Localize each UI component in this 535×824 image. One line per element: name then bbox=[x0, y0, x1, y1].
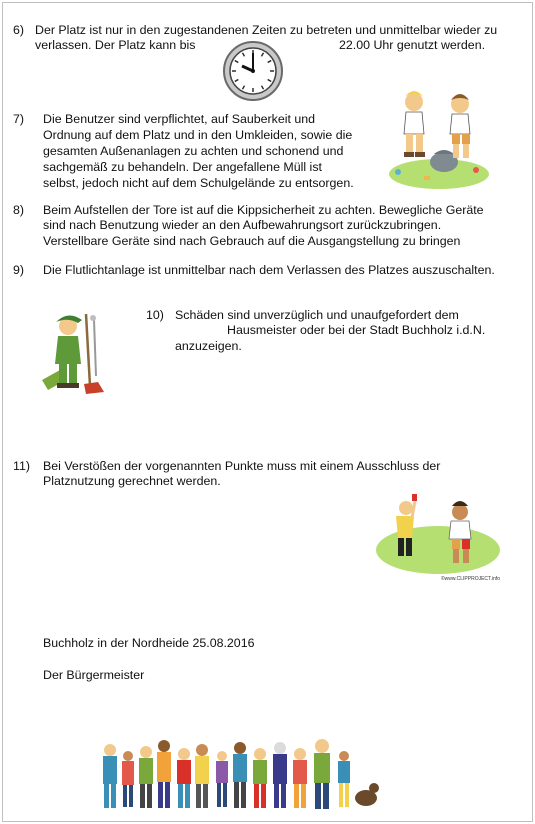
item-7-line-4: sachgemäß zu behandeln. Der angefallene Müll ist bbox=[43, 160, 322, 174]
wall-clock-icon bbox=[222, 40, 284, 102]
item-9-number: 9) bbox=[13, 263, 25, 277]
item-11-number: 11) bbox=[13, 459, 30, 473]
place-and-date: Buchholz in der Nordheide 25.08.2016 bbox=[43, 636, 255, 650]
item-6-number: 6) bbox=[13, 23, 25, 37]
crowd-of-people-illustration bbox=[98, 736, 380, 816]
item-11-line-2: Platznutzung gerechnet werden. bbox=[43, 474, 221, 488]
image-credit: ©www.CLIPPROJECT.info bbox=[441, 576, 500, 582]
item-10-line-2: Hausmeister oder bei der Stadt Buchholz i.d.N. bbox=[227, 323, 486, 337]
item-8-line-1: Beim Aufstellen der Tore ist auf die Kippsicherheit zu achten. Bewegliche Geräte bbox=[43, 203, 484, 217]
item-6-text-line-2a: verlassen. Der Platz kann bis bbox=[35, 38, 196, 52]
signature-line: Der Bürgermeister bbox=[43, 668, 145, 682]
item-10-number: 10) bbox=[146, 308, 164, 322]
item-7-line-3: gesamten Außenanlagen zu achten und schonend und bbox=[43, 144, 344, 158]
item-6-text-line-2b: 22.00 Uhr genutzt werden. bbox=[339, 38, 486, 52]
item-7-line-2: Ordnung auf dem Platz und in den Umkleiden, sowie die bbox=[43, 128, 353, 142]
item-6-text-line-1: Der Platz ist nur in den zugestandenen Zeiten zu betreten und unmittelbar wieder zu bbox=[35, 23, 498, 37]
item-10-line-3: anzuzeigen. bbox=[175, 339, 242, 353]
item-10-line-1: Schäden sind unverzüglich und unaufgefordert dem bbox=[175, 308, 459, 322]
referee-red-card-illustration bbox=[374, 492, 502, 576]
item-8-line-3: Verstellbare Geräte sind nach Gebrauch auf die Ausgangstellung zu bringen bbox=[43, 234, 461, 248]
item-8-line-2: sind nach Benutzung wieder an den Aufbewahrungsort zurückzubringen. bbox=[43, 218, 442, 232]
item-9-line-1: Die Flutlichtanlage ist unmittelbar nach dem Verlassen des Platzes auszuschalten. bbox=[43, 263, 495, 277]
item-7-line-5: selbst, jedoch nicht auf dem Schulgelände zu entsorgen. bbox=[43, 176, 354, 190]
item-8-number: 8) bbox=[13, 203, 25, 217]
item-7-number: 7) bbox=[13, 112, 25, 126]
children-cleaning-illustration bbox=[384, 82, 490, 190]
item-11-line-1: Bei Verstößen der vorgenannten Punkte muss mit einem Ausschluss der bbox=[43, 459, 441, 473]
caretaker-with-tools-illustration bbox=[38, 306, 118, 396]
item-7-line-1: Die Benutzer sind verpflichtet, auf Sauberkeit und bbox=[43, 112, 316, 126]
